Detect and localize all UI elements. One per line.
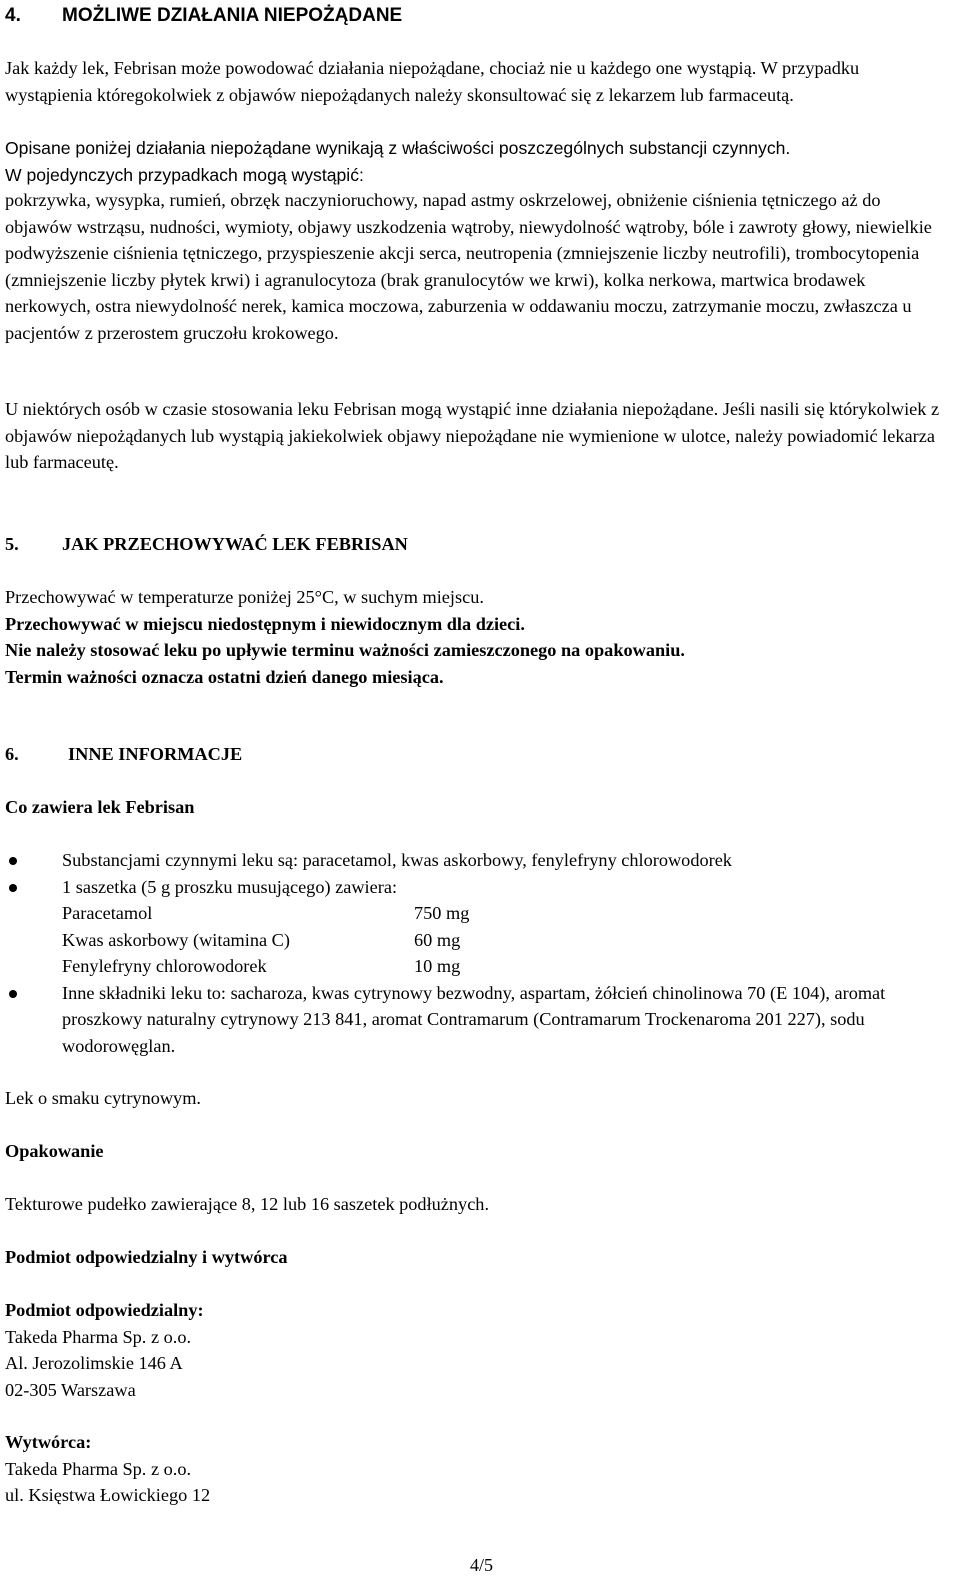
section-number: 5. [5, 534, 19, 554]
storage-block [5, 584, 950, 690]
text-line: W pojedynczych przypadkach mogą wystąpić: [5, 164, 364, 185]
composition-row [62, 953, 950, 980]
ingredient-dose: 60 mg [414, 929, 461, 950]
paragraph-other-effects: U niektórych osób w czasie stosowania leku Febrisan mogą wystąpić inne działania niepożądane. Jeśli nasili się którykolwiek z objawów niepożądanych lub wystąpią jakiekolwiek objawy niepożądane nie wymienione w ulotce, należy powiadomić lekarza lub farmaceutę. [5, 399, 940, 472]
list-item-text: 1 saszetka (5 g proszku musującego) zawiera: [62, 876, 398, 897]
responsible-label: Podmiot odpowiedzialny: [5, 1300, 204, 1320]
manufacturer-label: Wytwórca: [5, 1432, 92, 1452]
packaging-heading: Opakowanie [5, 1141, 104, 1161]
list-item-text: Inne składniki leku to: sacharoza, kwas cytrynowy bezwodny, aspartam, żółcień chinolinowa 70 (E 104), aromat proszkowy naturalny cytrynowy 213 841, aromat Contramarum (Contramarum Trockenaroma 201 227), sodu wodorowęglan. [62, 982, 886, 1056]
section-4-heading [5, 3, 402, 30]
responsible-heading: Podmiot odpowiedzialny i wytwórca [5, 1247, 288, 1267]
manufacturer [5, 1429, 950, 1509]
section-title: INNE INFORMACJE [68, 744, 243, 764]
list-item [5, 874, 950, 980]
storage-temp: Przechowywać w temperaturze poniżej 25°C, w suchym miejscu. [5, 587, 484, 607]
paragraph-intro: Jak każdy lek, Febrisan może powodować działania niepożądane, chociaż nie u każdego one wystąpią. W przypadku wystąpienia któregokolwiek z objawów niepożądanych należy skonsultować się z lekarzem lub farmaceutą. [5, 58, 860, 105]
ingredient-name: Paracetamol [62, 903, 153, 923]
ingredient-name: Fenylefryny chlorowodorek [62, 956, 267, 976]
storage-children: Przechowywać w miejscu niedostępnym i niewidocznym dla dzieci. [5, 613, 525, 634]
address-line: Takeda Pharma Sp. z o.o. [5, 1326, 192, 1347]
composition-heading: Co zawiera lek Febrisan [5, 797, 195, 817]
text-line: Opisane poniżej działania niepożądane wynikają z właściwości poszczególnych substancji czynnych. [5, 138, 791, 158]
list-item [5, 847, 950, 874]
ingredient-name: Kwas askorbowy (witamina C) [62, 929, 290, 950]
section-6-heading [5, 741, 950, 768]
paragraph-substances [5, 135, 950, 188]
address-line: Al. Jerozolimskie 146 A [5, 1353, 183, 1373]
composition-row [62, 927, 950, 954]
packaging-text: Tekturowe pudełko zawierające 8, 12 lub 16 saszetek podłużnych. [5, 1194, 490, 1214]
section-title: JAK PRZECHOWYWAĆ LEK FEBRISAN [62, 534, 408, 554]
storage-expiry: Nie należy stosować leku po upływie terminu ważności zamieszczonego na opakowaniu. [5, 640, 685, 660]
list-item-text: Substancjami czynnymi leku są: paracetamol, kwas askorbowy, fenylefryny chlorowodorek [62, 850, 732, 870]
address-line: Takeda Pharma Sp. z o.o. [5, 1458, 192, 1479]
storage-expiry-note: Termin ważności oznacza ostatni dzień danego miesiąca. [5, 666, 444, 687]
section-title: MOŻLIWE DZIAŁANIA NIEPOŻĄDANE [62, 5, 403, 26]
composition-row [62, 900, 950, 927]
ingredient-dose: 10 mg [414, 956, 461, 976]
section-number: 6. [5, 744, 19, 764]
section-5-heading [5, 531, 950, 558]
section-number: 4. [5, 5, 21, 26]
page-number: 4/5 [470, 1555, 494, 1575]
list-item [5, 980, 950, 1060]
composition-list [5, 847, 950, 1059]
address-line: ul. Księstwa Łowickiego 12 [5, 1485, 211, 1505]
ingredient-dose: 750 mg [414, 903, 470, 923]
responsible-entity [5, 1297, 950, 1403]
paragraph-effects-list: pokrzywka, wysypka, rumień, obrzęk naczynioruchowy, napad astmy oskrzelowej, obniżenie ciśnienia tętniczego aż do objawów wstrząsu, nudności, wymioty, objawy uszkodzenia wątroby, niewydolność wątroby, bóle i zawroty głowy, niewielkie podwyższenie ciśnienia tętniczego, przyspieszenie akcji serca, neutropenia (zmniejszenie liczby neutrofili), trombocytopenia (zmniejszenie liczby płytek krwi) i agranulocytoza (brak granulocytów we krwi), kolka nerkowa, martwica brodawek nerkowych, ostra niewydolność nerek, kamica moczowa, zaburzenia w oddawaniu moczu, zatrzymanie moczu, zwłaszcza u pacjentów z przerostem gruczołu krokowego. [5, 190, 932, 343]
taste-note: Lek o smaku cytrynowym. [5, 1088, 201, 1108]
address-line: 02-305 Warszawa [5, 1379, 136, 1400]
